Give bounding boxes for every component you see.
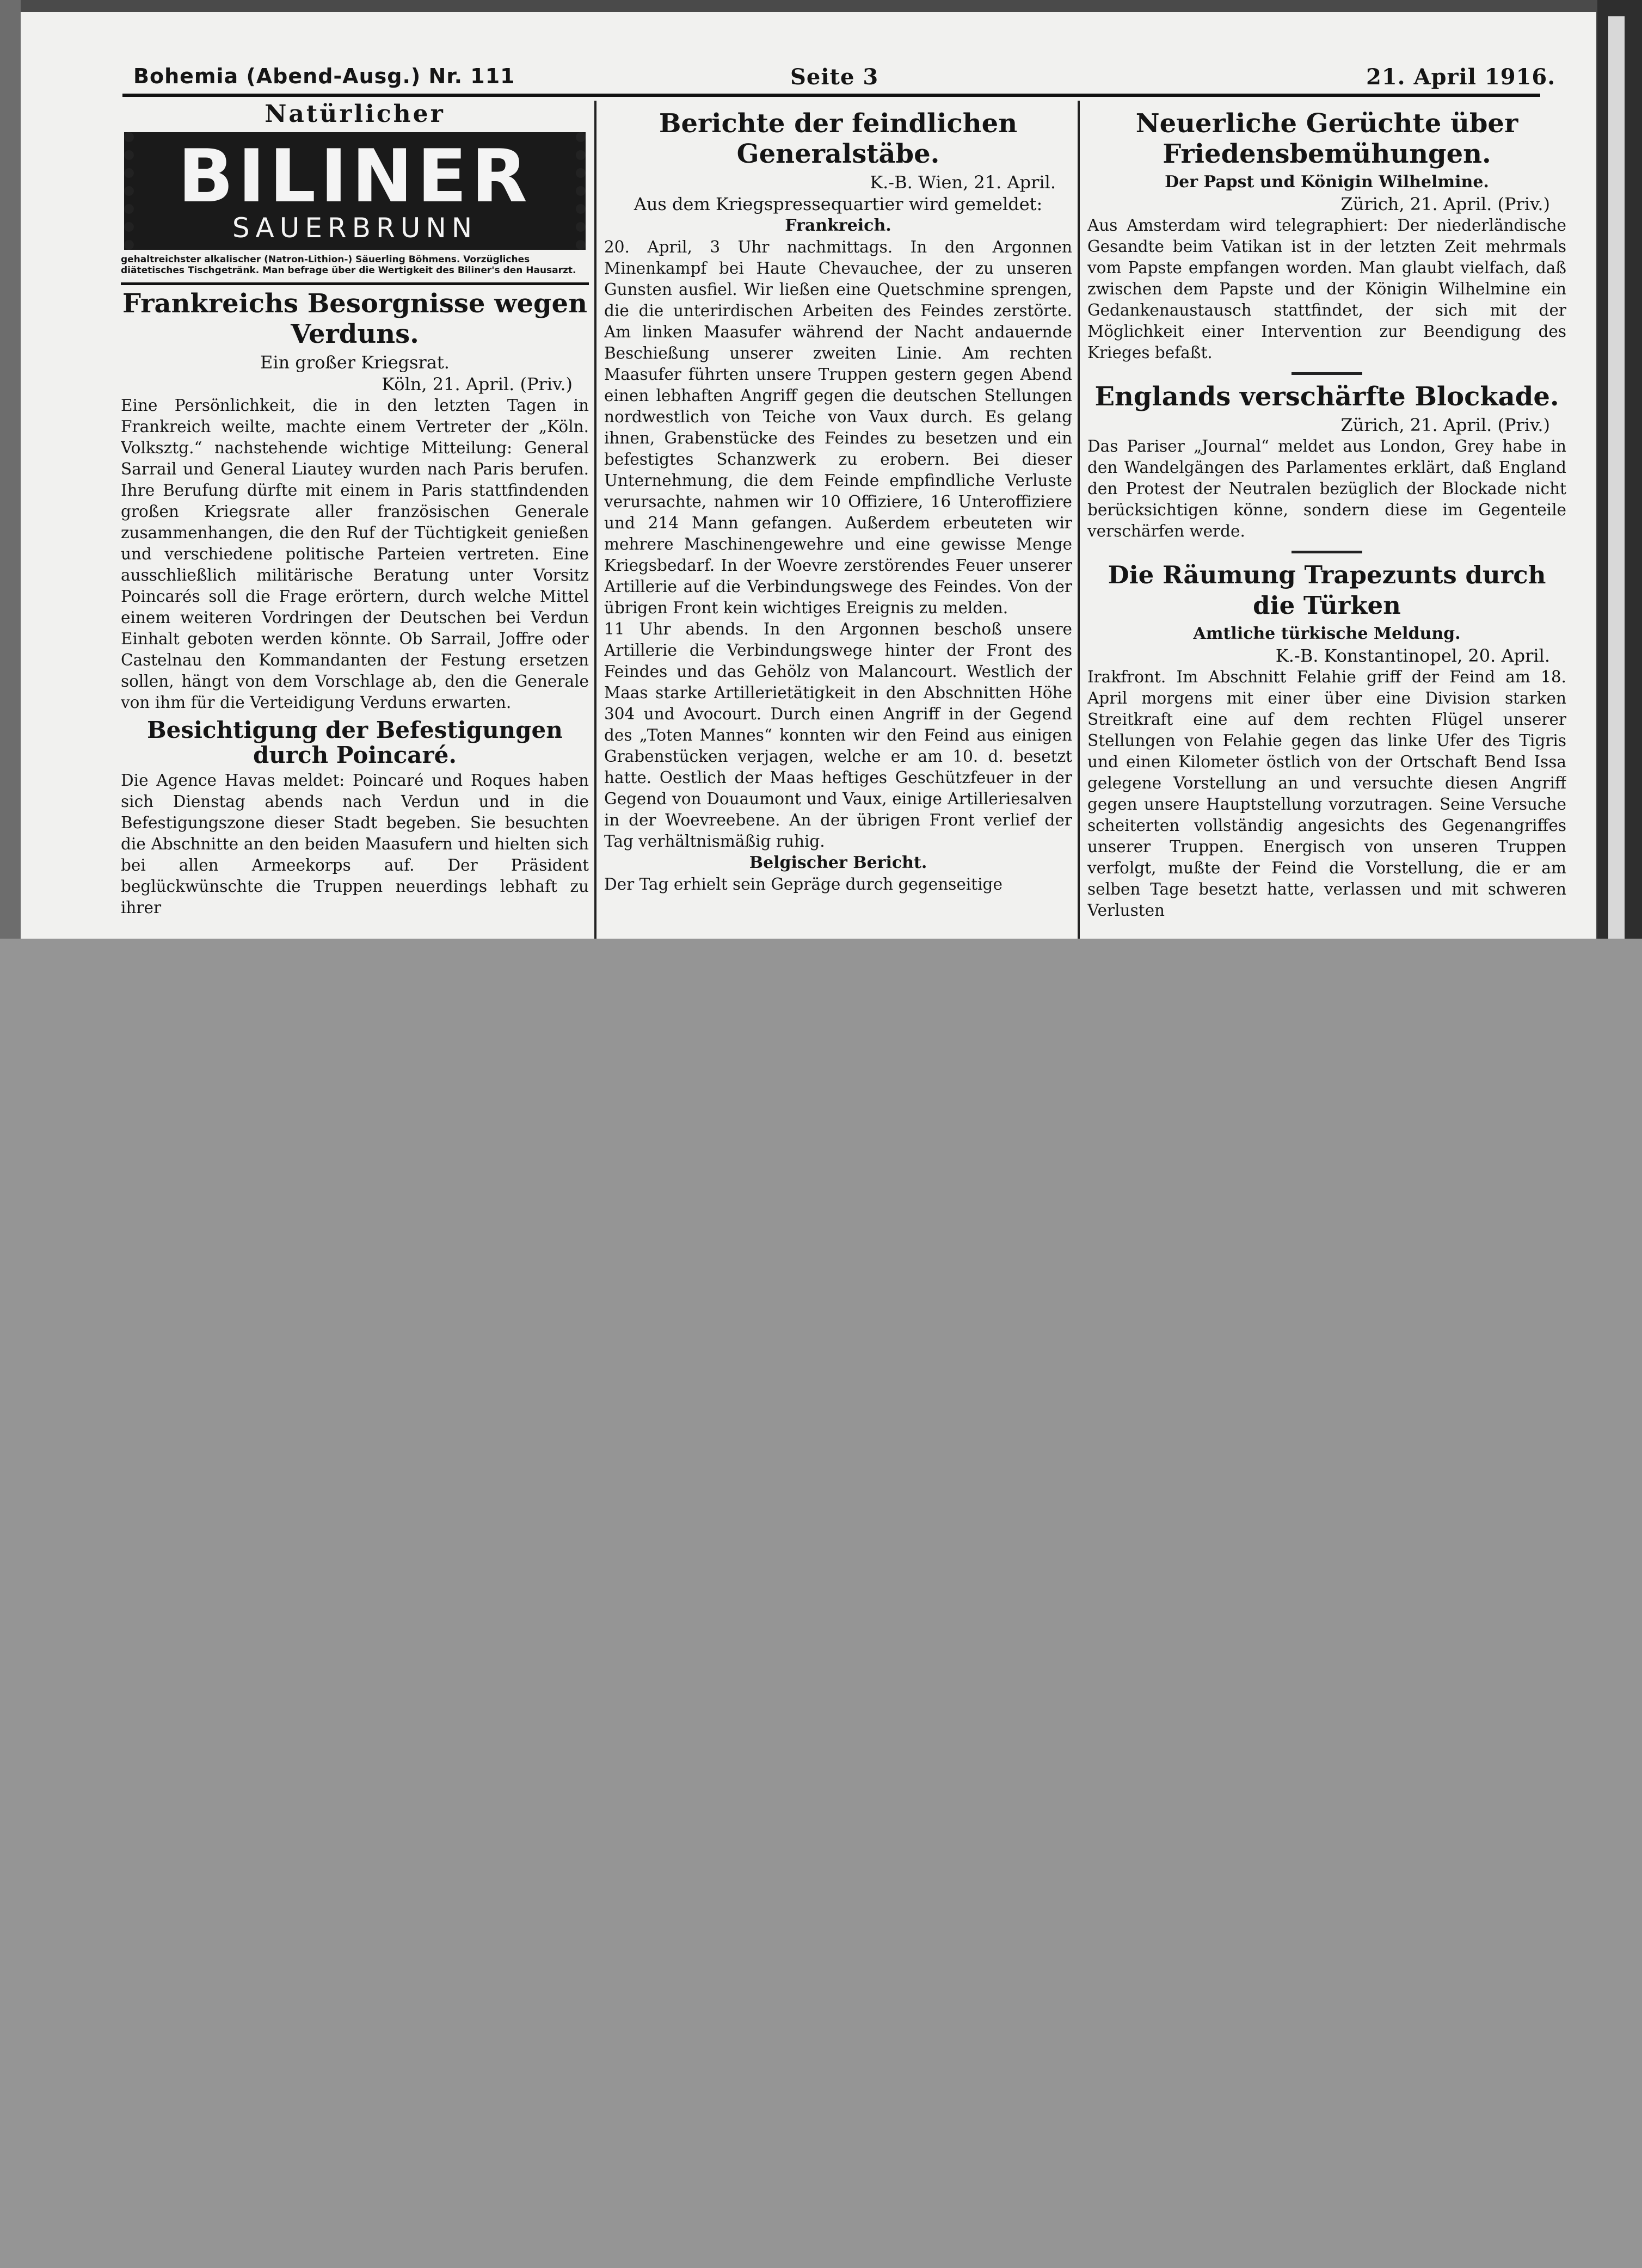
article-headline: Besichtigung der Befestigungen durch Poincaré. — [147, 717, 563, 768]
article-subhead: Der Papst und Königin Wilhelmine. — [1165, 172, 1489, 192]
article-dateline: Köln, 21. April. (Priv.) — [382, 374, 573, 395]
header-rule — [122, 94, 1540, 97]
article-headline: Frankreichs Besorgnisse wegen Verduns. — [122, 288, 587, 349]
article-body: 20. April, 3 Uhr nachmittags. In den Argonnen Minenkampf bei Haute Chevauchee, der zu unseren Gunsten ausfiel. Wir ließen eine Quetschmine sprengen, die die unterirdischen Arbeiten des Feindes zerstörte. Am linken Maasufer während der Nacht andauernde Beschießung unserer zweiten Linie. Am rechten Maasufer führten unsere Truppen gestern gegen Abend einen lebhaften Angriff gegen die deutschen Stellungen nordwestlich von Teiche von Vaux durch. Es gelang ihnen, Grabenstücke des Feindes zu besetzen und ein befestigtes Schanzwerk zu erobern. Bei dieser Unternehmung, die dem Feinde empfindliche Verluste verursachte, nahmen wir 10 Offiziere, 16 Unteroffiziere und 214 Mann gefangen. Außerdem erbeuteten wir mehrere Maschinengewehre und eine gewisse Menge Kriegsbedarf. In der Woevre zerstörendes Feuer unserer Artillerie auf die Verbindungswege des Feindes. Von der übrigen Front kein wichtiges Ereignis zu melden. — [604, 238, 1072, 617]
issue-date: 21. April 1916. — [1366, 64, 1556, 90]
ad-description: gehaltreichster alkalischer (Natron-Lithion-) Säuerling Böhmens. Vorzügliches diätetisches Tischgetränk. Man befrage über die Wertigkeit des Biliner's den Hausarzt. — [121, 254, 576, 276]
biliner-advertisement — [121, 101, 589, 276]
section-heading: Frankreich. — [785, 216, 891, 235]
article-body: Die Agence Havas meldet: Poincaré und Roques haben sich Dienstag abends nach Verdun und in die Befestigungszone dieser Stadt begeben. Sie besuchten die Abschnitte an den beiden Maasufern und hielten sich bei allen Armeekorps auf. Der Präsident beglückwünschte die Truppen neuerdings lebhaft zu ihrer — [121, 771, 589, 917]
column-3 — [1087, 101, 1566, 939]
ad-logo — [124, 132, 586, 250]
column-1 — [121, 101, 589, 939]
section-rule — [1292, 551, 1362, 553]
section-rule — [1292, 372, 1362, 375]
article-subhead: Amtliche türkische Meldung. — [1193, 624, 1461, 643]
article-body: Eine Persönlichkeit, die in den letzten Tagen in Frankreich weilte, machte einem Vertreter der „Köln. Volksztg.“ nachstehende wichtige Mitteilung: General Sarrail und General Liautey wurden nach Paris berufen. Ihre Berufung dürfte mit einem in Paris stattfindenden großen Kriegsrate aller französischen Generale zusammenhangen, die den Ruf der Tüchtigkeit genießen und verschiedene politische Parteien vertreten. Eine ausschließlich militärische Beratung unter Vorsitz Poincarés soll die Frage erörtern, durch welche Mittel einem weiteren Vordringen der Deutschen bei Verdun Einhalt geboten werden könnte. Ob Sarrail, Joffre oder Castelnau den Kommandanten der Festung ersetzen sollen, hängt von dem Vorschlage ab, den die Generale von ihm für die Verteidigung Verduns erwarten. — [121, 396, 589, 712]
article-dateline: Zürich, 21. April. (Priv.) — [1340, 194, 1550, 214]
article-dateline: K.-B. Wien, 21. April. — [870, 172, 1056, 193]
ad-tagline: Natürlicher — [265, 101, 445, 128]
ad-brand-sub: SAUERBRUNN — [232, 212, 478, 244]
ad-rule — [121, 282, 589, 285]
article-headline: Berichte der feindlichen Generalstäbe. — [659, 108, 1018, 169]
article-dateline: K.-B. Konstantinopel, 20. April. — [1275, 645, 1550, 666]
column-2 — [604, 101, 1072, 939]
scan-left-edge — [0, 0, 21, 939]
article-subhead: Ein großer Kriegsrat. — [260, 352, 450, 373]
next-page-strip — [1608, 16, 1625, 939]
ad-brand-name: BILINER — [177, 134, 532, 219]
article-headline: Die Räumung Trapezunts durch die Türken — [1108, 560, 1546, 620]
article-body: 11 Uhr abends. In den Argonnen beschoß unsere Artillerie die Verbindungswege hinter der Front des Feindes und das Gehölz von Malancourt. Westlich der Maas starke Artillerietätigkeit in den Abschnitten Höhe 304 und Avocourt. Durch einen Angriff in der Gegend des „Toten Mannes“ konnten wir den Feind aus einigen Grabenstücken verjagen, welche er am 10. d. besetzt hatte. Oestlich der Maas heftiges Geschützfeuer in der Gegend von Douaumont und Vaux, einige Artilleriesalven in der Woevreebene. An der übrigen Front verlief der Tag verhältnismäßig ruhig. — [604, 620, 1072, 850]
column-divider-1 — [594, 101, 596, 939]
article-headline: Neuerliche Gerüchte über Friedensbemühungen. — [1135, 108, 1518, 169]
masthead-left: Bohemia (Abend-Ausg.) Nr. 111 — [133, 64, 515, 88]
article-body: Irakfront. Im Abschnitt Felahie griff der Feind am 18. April morgens mit einer über eine Division starken Streitkraft eine auf dem rechten Flügel unserer Stellungen von Felahie gegen das linke Ufer des Tigris und einen Kilometer östlich von der Ortschaft Bend Issa gelegene Vorstellung an und versuchte diesen Angriff gegen unsere Hauptstellung vorzutragen. Seine Versuche scheiterten vollständig angesichts des Gegenangriffes unserer Truppen. Energisch von unseren Truppen verfolgt, mußte der Feind die Vorstellung, die er am selben Tage besetzt hatte, verlassen und mit schweren Verlusten — [1087, 668, 1566, 920]
section-heading: Belgischer Bericht. — [749, 853, 927, 872]
article-intro: Aus dem Kriegspressequartier wird gemeldet: — [634, 194, 1043, 214]
article-dateline: Zürich, 21. April. (Priv.) — [1340, 415, 1550, 435]
article-body: Der Tag erhielt sein Gepräge durch gegenseitige — [604, 875, 1003, 893]
newspaper-scan — [0, 0, 1642, 939]
article-body: Aus Amsterdam wird telegraphiert: Der niederländische Gesandte beim Vatikan ist in der letzten Zeit mehrmals vom Papste empfangen worden. Man glaubt vielfach, daß zwischen dem Papste und der Königin Wilhelmine ein Gedankenaustausch stattfindet, der sich mit der Möglichkeit einer Intervention zur Beendigung des Krieges befaßt. — [1087, 216, 1566, 362]
article-body: Das Pariser „Journal“ meldet aus London, Grey habe in den Wandelgängen des Parlamentes erklärt, daß England den Protest der Neutralen bezüglich der Blockade nicht berücksichtigen könne, sondern diese im Gegenteile verschärfen werde. — [1087, 437, 1566, 540]
article-headline: Englands verschärfte Blockade. — [1094, 381, 1559, 412]
column-divider-2 — [1078, 101, 1080, 939]
page-number: Seite 3 — [790, 64, 879, 90]
